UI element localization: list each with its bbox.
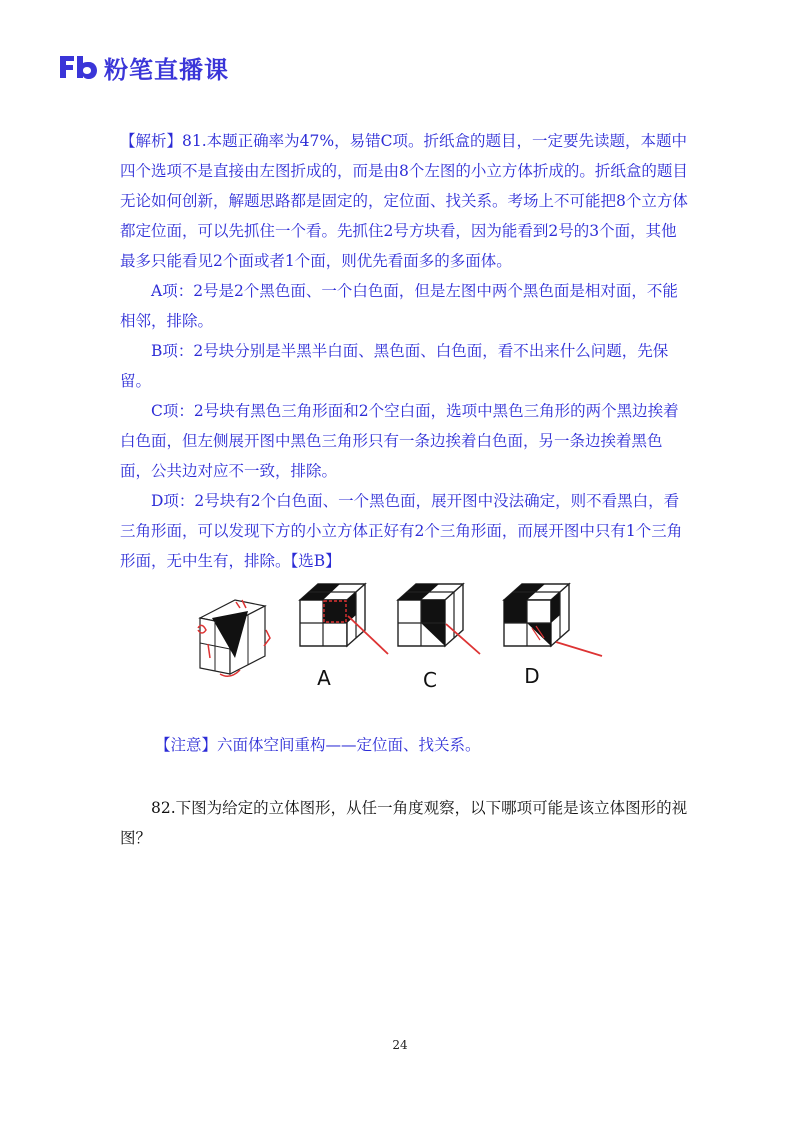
left-cube xyxy=(198,600,270,676)
analysis-paragraph-5: D项：2号块有2个白色面、一个黑色面，展开图中没法确定，则不看黑白，看三角形面，可以发现下方的小立方体正好有2个三角形面，而展开图中只有1个三角形面，无中生有，排除。【选B】 xyxy=(120,492,683,570)
fb-logo-icon xyxy=(58,54,98,80)
logo-text: 粉笔直播课 xyxy=(104,55,229,84)
figure-label-c: C xyxy=(423,668,437,692)
figure-label-a: A xyxy=(317,666,331,690)
analysis-paragraph-3: B项：2号块分别是半黑半白面、黑色面、白色面，看不出来什么问题，先保留。 xyxy=(120,342,669,390)
analysis-paragraph-1: 【解析】81.本题正确率为47%，易错C项。折纸盒的题目，一定要先读题，本题中四个选项不是直接由左图折成的，而是由8个左图的小立方体折成的。折纸盒的题目无论如何创新，解题思路都是固定的，定位面、找关系。考场上不可能把8个立方体都定位面，可以先抓住一个看。先抓住2号方块看，因为能看到2号的3个面，其他最多只能看见2个面或者1个面，则优先看面多的多面体。 xyxy=(120,132,688,270)
figure-label-d: D xyxy=(524,664,540,688)
cube-figure xyxy=(190,578,620,700)
page-number: 24 xyxy=(392,1038,408,1052)
cube-a xyxy=(300,584,388,654)
analysis-paragraph-4: C项：2号块有黑色三角形面和2个空白面，选项中黑色三角形的两个黑边挨着白色面，但左侧展开图中黑色三角形只有一条边挨着白色面，另一条边挨着黑色面，公共边对应不一致，排除。 xyxy=(120,402,679,480)
cube-c xyxy=(398,584,480,654)
analysis-block xyxy=(120,126,690,576)
cube-d xyxy=(504,584,602,656)
analysis-paragraph-2: A项：2号是2个黑色面、一个白色面，但是左图中两个黑色面是相对面，不能相邻，排除。 xyxy=(120,282,678,330)
logo xyxy=(58,50,229,84)
note-line: 【注意】六面体空间重构——定位面、找关系。 xyxy=(155,736,481,754)
question-text: 82.下图为给定的立体图形，从任一角度观察，以下哪项可能是该立体图形的视图？ xyxy=(120,799,688,847)
question-82 xyxy=(120,793,690,853)
